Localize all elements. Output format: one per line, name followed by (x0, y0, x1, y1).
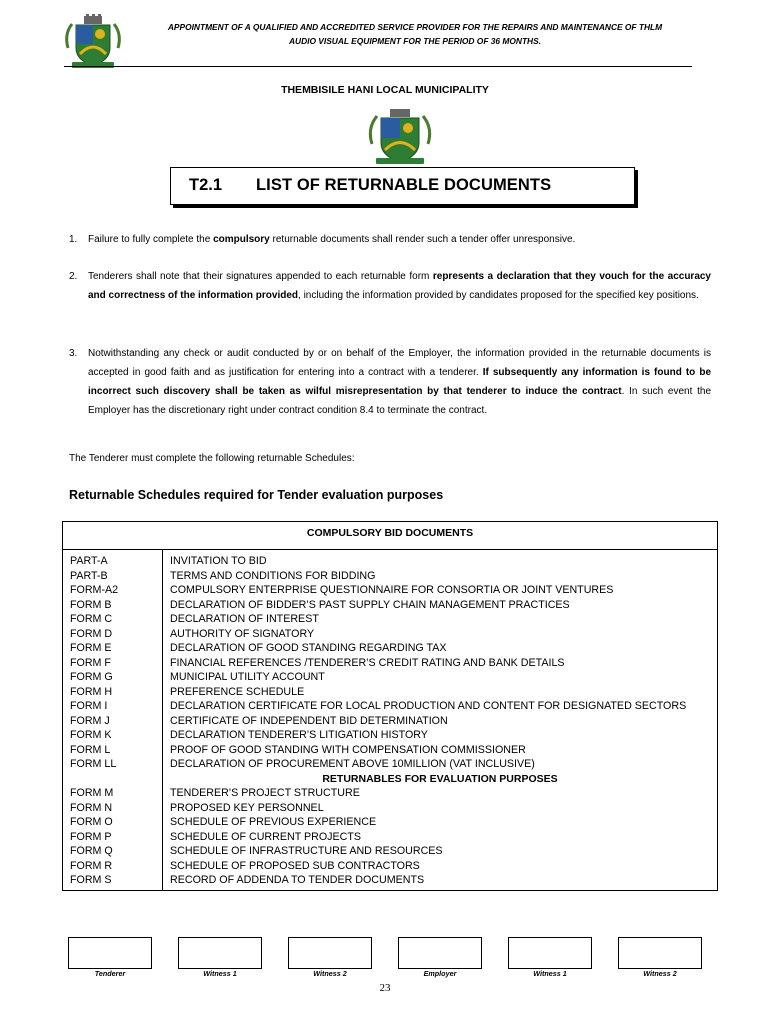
signature-box-employer-witness-2[interactable] (618, 937, 702, 969)
paragraph-bold-text: represents a declaration that they vouch for the accuracy and correctness of the information provided (88, 271, 711, 301)
signature-label: Tenderer (94, 969, 126, 978)
form-description: DECLARATION TENDERER’S LITIGATION HISTORY (163, 728, 718, 743)
paragraph-number: 2. (69, 271, 78, 282)
center-crest-logo (364, 106, 436, 166)
table-row (63, 670, 718, 685)
header-title-line-1: APPOINTMENT OF A QUALIFIED AND ACCREDITED SERVICE PROVIDER FOR THE REPAIRS AND MAINTENANCE OF THLM (167, 22, 663, 32)
form-description: DECLARATION OF GOOD STANDING REGARDING TAX (163, 641, 718, 656)
table-row (63, 598, 718, 613)
form-description: TENDERER’S PROJECT STRUCTURE (163, 786, 718, 801)
form-code: FORM LL (63, 757, 163, 772)
form-code: FORM-A2 (63, 583, 163, 598)
table-row (63, 815, 718, 830)
form-description: PROOF OF GOOD STANDING WITH COMPENSATION COMMISSIONER (163, 743, 718, 758)
form-code: FORM J (63, 714, 163, 729)
form-code: FORM K (63, 728, 163, 743)
section-title-box (170, 167, 635, 205)
schedules-heading: Returnable Schedules required for Tender evaluation purposes (69, 488, 444, 502)
form-code: FORM D (63, 627, 163, 642)
returnable-documents-table (62, 521, 718, 891)
table-row (63, 728, 718, 743)
form-description: SCHEDULE OF PREVIOUS EXPERIENCE (163, 815, 718, 830)
paragraph-text: Failure to fully complete the (88, 234, 214, 245)
paragraph-bold-text: compulsory (213, 234, 270, 245)
header-title-line-2: AUDIO VISUAL EQUIPMENT FOR THE PERIOD OF 36 MONTHS. (288, 36, 542, 46)
municipal-crest-logo (62, 14, 124, 70)
evaluation-header-row (63, 772, 718, 787)
form-code: FORM Q (63, 844, 163, 859)
signature-box-employer[interactable] (398, 937, 482, 969)
paragraph-number: 1. (69, 234, 78, 245)
form-description: COMPULSORY ENTERPRISE QUESTIONNAIRE FOR CONSORTIA OR JOINT VENTURES (163, 583, 718, 598)
form-description: AUTHORITY OF SIGNATORY (163, 627, 718, 642)
form-code: FORM M (63, 786, 163, 801)
form-code: FORM R (63, 859, 163, 874)
signature-box-tenderer[interactable] (68, 937, 152, 969)
form-code: FORM P (63, 830, 163, 845)
form-description: FINANCIAL REFERENCES /TENDERER’S CREDIT RATING AND BANK DETAILS (163, 656, 718, 671)
table-row (63, 873, 718, 890)
form-code: FORM G (63, 670, 163, 685)
form-code: FORM F (63, 656, 163, 671)
form-description: PROPOSED KEY PERSONNEL (163, 801, 718, 816)
table-header-row (63, 522, 718, 550)
table-row (63, 786, 718, 801)
table-row (63, 844, 718, 859)
signature-label: Witness 2 (313, 969, 347, 978)
form-description: MUNICIPAL UTILITY ACCOUNT (163, 670, 718, 685)
form-code: FORM E (63, 641, 163, 656)
form-code: FORM I (63, 699, 163, 714)
table-row (63, 699, 718, 714)
header-rule (64, 66, 692, 67)
form-description: DECLARATION OF PROCUREMENT ABOVE 10MILLION (VAT INCLUSIVE) (163, 757, 718, 772)
table-row (63, 656, 718, 671)
paragraph-2 (69, 267, 711, 305)
schedules-intro: The Tenderer must complete the following returnable Schedules: (69, 453, 355, 464)
form-code: FORM S (63, 873, 163, 890)
municipality-name: THEMBISILE HANI LOCAL MUNICIPALITY (281, 84, 489, 96)
table-row (63, 641, 718, 656)
form-code: PART-B (63, 569, 163, 584)
table-row (63, 743, 718, 758)
evaluation-header-spacer (63, 772, 163, 787)
form-code: FORM H (63, 685, 163, 700)
table-row (63, 714, 718, 729)
signature-box-employer-witness-1[interactable] (508, 937, 592, 969)
table-row (63, 550, 718, 569)
paragraph-text: Notwithstanding any check or audit conducted by or on behalf of the Employer, the information provided in the returnable documents is accepted in good faith and as justification for entering into a contract with a tenderer. (88, 348, 711, 378)
form-description: TERMS AND CONDITIONS FOR BIDDING (163, 569, 718, 584)
table-row (63, 859, 718, 874)
paragraph-text: Tenderers shall note that their signatures appended to each returnable form (88, 271, 433, 282)
form-description: SCHEDULE OF CURRENT PROJECTS (163, 830, 718, 845)
form-description: INVITATION TO BID (163, 550, 718, 569)
signature-label: Witness 2 (643, 969, 677, 978)
paragraph-text: returnable documents shall render such a tender offer unresponsive. (269, 234, 576, 245)
table-row (63, 757, 718, 772)
form-code: FORM L (63, 743, 163, 758)
form-description: DECLARATION CERTIFICATE FOR LOCAL PRODUCTION AND CONTENT FOR DESIGNATED SECTORS (163, 699, 718, 714)
paragraph-bold-text: If subsequently any information is found to be incorrect such discovery shall be taken as wilful misrepresentation by that tenderer to induce the contract (88, 367, 712, 397)
table-row (63, 627, 718, 642)
signature-box-witness-2[interactable] (288, 937, 372, 969)
paragraph-text: . In such event the Employer has the discretionary right under contract condition 8.4 to terminate the contract. (88, 386, 712, 416)
section-title: LIST OF RETURNABLE DOCUMENTS (256, 176, 552, 194)
table-row (63, 612, 718, 627)
evaluation-header: RETURNABLES FOR EVALUATION PURPOSES (163, 772, 718, 787)
table-header: COMPULSORY BID DOCUMENTS (63, 522, 718, 550)
section-number: T2.1 (189, 176, 223, 194)
table-row (63, 583, 718, 598)
paragraph-3 (69, 344, 711, 420)
table-row (63, 801, 718, 816)
table-row (63, 569, 718, 584)
form-description: RECORD OF ADDENDA TO TENDER DOCUMENTS (163, 873, 718, 890)
form-description: DECLARATION OF BIDDER’S PAST SUPPLY CHAIN MANAGEMENT PRACTICES (163, 598, 718, 613)
paragraph-number: 3. (69, 348, 78, 359)
form-code: FORM B (63, 598, 163, 613)
signature-label: Witness 1 (203, 969, 237, 978)
form-description: PREFERENCE SCHEDULE (163, 685, 718, 700)
paragraph-1 (69, 230, 711, 249)
document-header-title (130, 20, 700, 48)
form-code: FORM N (63, 801, 163, 816)
table-row (63, 685, 718, 700)
form-code: PART-A (63, 550, 163, 569)
paragraph-text: , including the information provided by candidates proposed for the specified key positions. (298, 290, 699, 301)
form-code: FORM O (63, 815, 163, 830)
signature-label: Witness 1 (533, 969, 567, 978)
form-description: DECLARATION OF INTEREST (163, 612, 718, 627)
form-description: SCHEDULE OF PROPOSED SUB CONTRACTORS (163, 859, 718, 874)
form-description: CERTIFICATE OF INDEPENDENT BID DETERMINATION (163, 714, 718, 729)
form-description: SCHEDULE OF INFRASTRUCTURE AND RESOURCES (163, 844, 718, 859)
page-number: 23 (379, 982, 391, 994)
signature-label: Employer (423, 969, 457, 978)
table-row (63, 830, 718, 845)
form-code: FORM C (63, 612, 163, 627)
signature-box-witness-1[interactable] (178, 937, 262, 969)
